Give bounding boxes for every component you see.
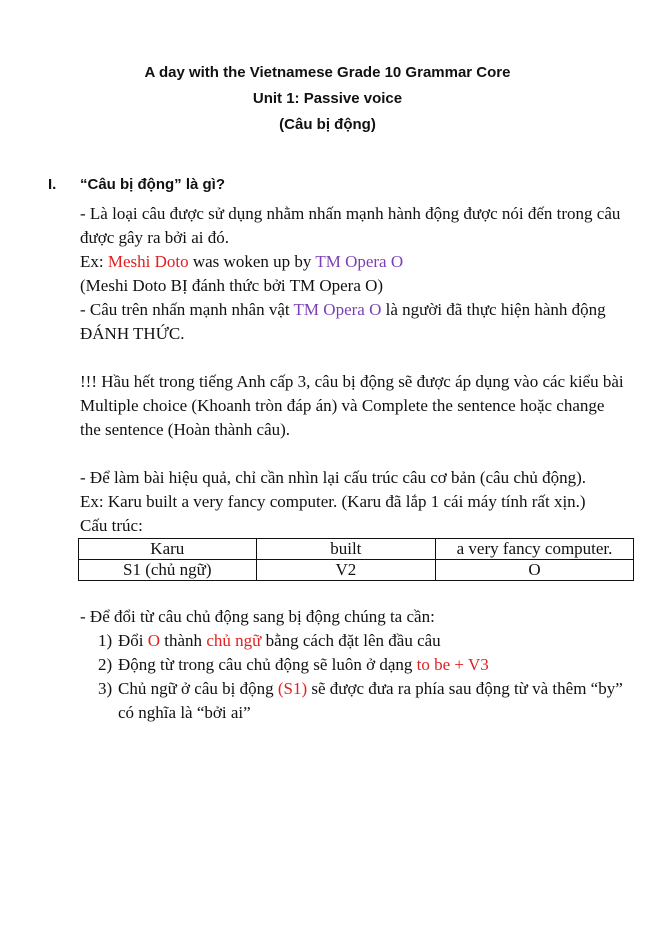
example-1-translation: (Meshi Doto BỊ đánh thức bởi TM Opera O) [80, 276, 384, 295]
structure-table [78, 538, 634, 581]
table-cell: built [256, 539, 435, 560]
table-cell: a very fancy computer. [436, 539, 634, 560]
structure-label: Cấu trúc: [80, 516, 143, 535]
step-text: sẽ được đưa ra phía sau động từ và thêm “by” có nghĩa là “bởi ai” [118, 679, 623, 722]
step-highlight: (S1) [277, 679, 308, 698]
section-body [80, 202, 625, 725]
example-subject: Meshi Doto [107, 252, 189, 271]
example-prefix: Ex: [80, 252, 108, 271]
emphasis-agent: TM Opera O [293, 300, 382, 319]
step-text: Động từ trong câu chủ động sẽ luôn ở dạng [118, 655, 417, 674]
table-cell: S1 (chủ ngữ) [79, 560, 257, 581]
tip-text: - Để làm bài hiệu quả, chỉ cần nhìn lại cấu trúc câu cơ bản (câu chủ động). [80, 468, 587, 487]
list-item [80, 677, 625, 725]
table-cell: V2 [256, 560, 435, 581]
emphasis-suffix: là người đã thực hiện hành động ĐÁNH THỨC. [80, 300, 606, 343]
title-block [0, 60, 655, 138]
unit-title: Unit 1: Passive voice [252, 90, 403, 107]
emphasis-text [80, 298, 625, 346]
step-number: 1) [98, 631, 113, 650]
section-title: “Câu bị động” là gì? [80, 176, 225, 193]
step-highlight: O [147, 631, 161, 650]
table-row [79, 539, 634, 560]
table-row [79, 560, 634, 581]
step-text: Đổi [118, 631, 148, 650]
definition-text: - Là loại câu được sử dụng nhằm nhấn mạnh hành động được nói đến trong câu được gây ra bởi ai đó. [80, 204, 621, 247]
steps-list [80, 629, 625, 725]
example-2: Ex: Karu built a very fancy computer. (Karu đã lắp 1 cái máy tính rất xịn.) [80, 492, 586, 511]
step-text: Chủ ngữ ở câu bị động [118, 679, 278, 698]
step-highlight: chủ ngữ [206, 631, 262, 650]
convert-intro: - Để đổi từ câu chủ động sang bị động chúng ta cần: [80, 607, 435, 626]
emphasis-prefix: - Câu trên nhấn mạnh nhân vật [80, 300, 294, 319]
list-item [80, 653, 625, 677]
step-text: bằng cách đặt lên đầu câu [261, 631, 441, 650]
table-cell: O [436, 560, 634, 581]
step-text: thành [160, 631, 207, 650]
section-heading [48, 176, 225, 193]
example-1 [80, 250, 625, 274]
example-agent: TM Opera O [315, 252, 404, 271]
doc-title: A day with the Vietnamese Grade 10 Grammar Core [144, 64, 511, 81]
step-number: 2) [98, 655, 113, 674]
step-highlight: to be + V3 [416, 655, 489, 674]
step-number: 3) [98, 679, 113, 698]
list-item [80, 629, 625, 653]
example-middle: was woken up by [188, 252, 316, 271]
table-cell: Karu [79, 539, 257, 560]
section-number: I. [48, 176, 57, 193]
unit-subtitle: (Câu bị động) [279, 116, 376, 133]
note-text: !!! Hầu hết trong tiếng Anh cấp 3, câu bị động sẽ được áp dụng vào các kiểu bài Multiple choice (Khoanh tròn đáp án) và Complete the sentence hoặc change the sentence (Hoàn thành câu). [80, 372, 624, 439]
